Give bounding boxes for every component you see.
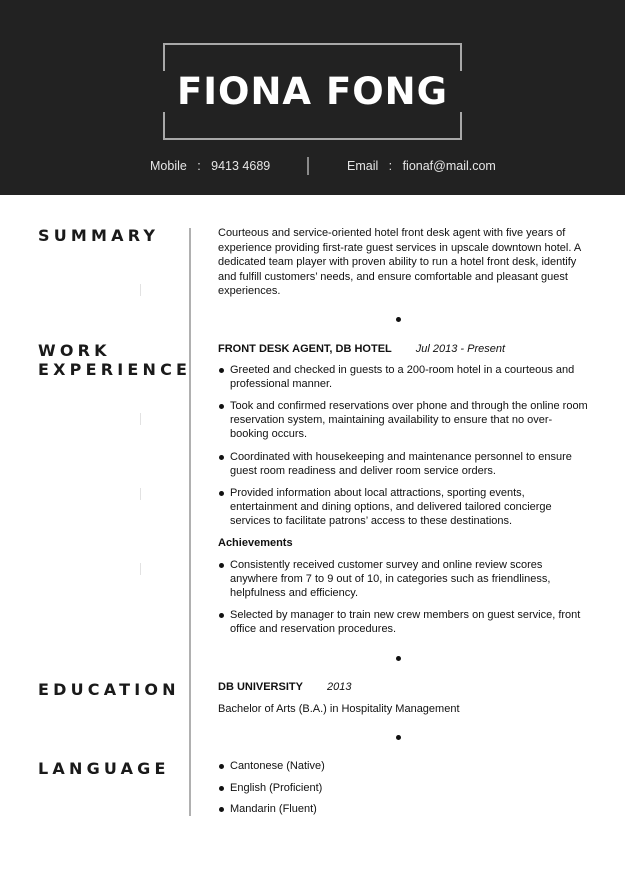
- section-separator-dot: [396, 656, 401, 661]
- bullet-icon: [219, 455, 224, 460]
- faint-tick-mark: [140, 488, 141, 500]
- mobile-contact: Mobile : 9413 4689: [150, 159, 271, 173]
- language-item: Cantonese (Native): [218, 759, 590, 773]
- language-item: English (Proficient): [218, 781, 590, 795]
- email-contact: Email : fionaf@mail.com: [347, 159, 496, 173]
- bullet-icon: [219, 491, 224, 496]
- job-header: [218, 342, 505, 356]
- duty-item: Took and confirmed reservations over phone and through the online room reservation system, maintaining availability to ensure that no over-booking occurs.: [218, 399, 590, 442]
- bullet-icon: [219, 786, 224, 791]
- work-heading-line2: EXPERIENCE: [38, 360, 192, 379]
- name-frame: [163, 43, 462, 140]
- language-heading: LANGUAGE: [38, 759, 170, 778]
- achievement-item: Consistently received customer survey and online review scores anywhere from 7 to 9 out of 10, in categories such as friendliness, helpfulness and efficiency.: [218, 558, 590, 601]
- achievements-heading: Achievements: [218, 537, 293, 549]
- bullet-icon: [219, 764, 224, 769]
- duty-item: Coordinated with housekeeping and maintenance personnel to ensure guest room readiness and deliver room service orders.: [218, 450, 590, 478]
- graduation-year: 2013: [326, 681, 352, 693]
- bullet-icon: [219, 807, 224, 812]
- frame-line-right-top: [460, 43, 462, 71]
- frame-line-left-top: [163, 43, 165, 71]
- education-heading: EDUCATION: [38, 680, 180, 699]
- contact-divider: [307, 157, 309, 175]
- duty-item: Provided information about local attractions, sporting events, entertainment and dining options, and delivered tailored concierge services to facilitate patrons’ access to these destinations.: [218, 486, 590, 529]
- frame-line-right-bottom: [460, 112, 462, 140]
- faint-tick-mark: [140, 563, 141, 575]
- section-separator-dot: [396, 735, 401, 740]
- section-separator-dot: [396, 317, 401, 322]
- bullet-icon: [219, 613, 224, 618]
- job-title: FRONT DESK AGENT, DB HOTEL: [218, 343, 392, 355]
- bullet-icon: [219, 563, 224, 568]
- language-item: Mandarin (Fluent): [218, 802, 590, 816]
- resume-header: [0, 0, 625, 195]
- achievement-item: Selected by manager to train new crew members on guest service, front office and reservation procedures.: [218, 608, 590, 636]
- faint-tick-mark: [140, 413, 141, 425]
- summary-heading: SUMMARY: [38, 226, 160, 245]
- candidate-name: FIONA FONG: [176, 70, 449, 113]
- summary-text: Courteous and service-oriented hotel front desk agent with five years of experience providing first-rate guest services in upscale downtown hotel. A dedicated team player with proven ability to run a hotel front desk, identify and fulfill customers’ needs, and ensure comfortable and pleasant guest experiences.: [218, 227, 581, 297]
- column-divider: [189, 228, 191, 816]
- faint-tick-mark: [140, 284, 141, 296]
- education-header: [218, 680, 351, 694]
- work-heading-line1: WORK: [38, 341, 111, 360]
- frame-line-top: [163, 43, 462, 45]
- frame-line-left-bottom: [163, 112, 165, 140]
- bullet-icon: [219, 404, 224, 409]
- frame-line-bottom: [163, 138, 462, 140]
- job-date: Jul 2013 - Present: [415, 343, 506, 355]
- school-name: DB UNIVERSITY: [218, 681, 303, 693]
- degree-text: Bachelor of Arts (B.A.) in Hospitality Management: [218, 703, 460, 715]
- bullet-icon: [219, 368, 224, 373]
- duty-item: Greeted and checked in guests to a 200-room hotel in a courteous and professional manner.: [218, 363, 590, 391]
